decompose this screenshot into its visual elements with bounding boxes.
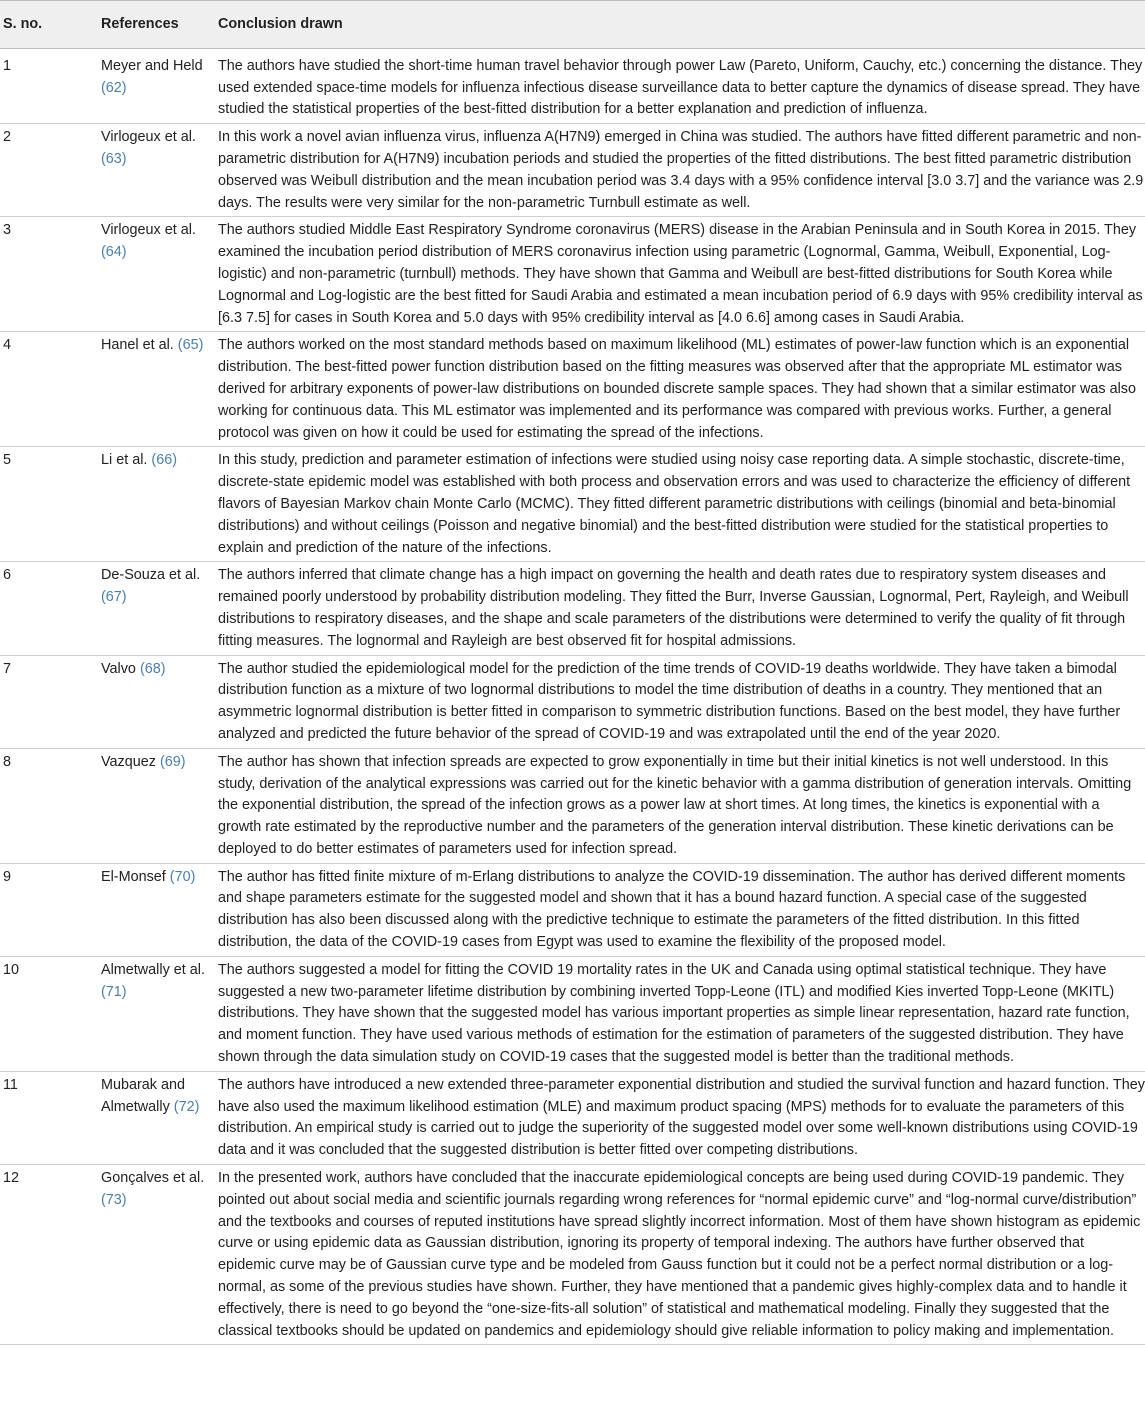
reference-link[interactable]: (63) <box>101 150 127 167</box>
reference-cell <box>98 1165 215 1345</box>
conclusion-cell: The authors have introduced a new extended three-parameter exponential distribution and studied the survival function and hazard function. They have also used the maximum likelihood estimation (MLE) and maximum product spacing (MPS) methods for to evaluate the parameters of this distribution. An empirical study is carried out to judge the superiority of the suggested model over some well-known distributions using COVID-19 data and it was concluded that the suggested distribution is better fitted over competing distributions. <box>215 1071 1145 1164</box>
serial-number-cell: 9 <box>0 863 98 956</box>
table-header <box>0 1 1145 49</box>
reference-cell <box>98 124 215 217</box>
reference-cell <box>98 332 215 447</box>
reference-authors: El-Monsef <box>101 868 166 885</box>
reference-authors: Virlogeux et al. <box>101 129 196 146</box>
conclusion-cell: The author has shown that infection spreads are expected to grow exponentially in time but their initial kinetics is not well understood. In this study, derivation of the analytical expressions was carried out for the kinetic behavior with a gamma distribution of generation intervals. Omitting the exponential distribution, the spread of the infection grows as a power law at short times. At long times, the kinetics is exponential with a growth rate estimated by the reproductive number and the parameters of the generation interval distribution. These kinetic derivations can be deployed to do better estimates of parameters used for infection spread. <box>215 748 1145 863</box>
reference-authors: Mubarak and Almetwally <box>101 1076 185 1115</box>
reference-cell <box>98 562 215 655</box>
serial-number-cell: 5 <box>0 447 98 562</box>
reference-cell <box>98 655 215 748</box>
conclusion-cell: The authors inferred that climate change has a high impact on governing the health and death rates due to respiratory system diseases and remained poorly understood by probability distribution modeling. They fitted the Burr, Inverse Gaussian, Lognormal, Pert, Rayleigh, and Weibull distributions to respiratory diseases, and the shape and scale parameters of the distributions were determined to verify the quality of fit through fitting measures. The lognormal and Rayleigh are best observed fit for hospital admissions. <box>215 562 1145 655</box>
serial-number-cell: 10 <box>0 956 98 1071</box>
reference-link[interactable]: (73) <box>101 1191 127 1208</box>
reference-authors: Valvo <box>101 660 136 677</box>
reference-link[interactable]: (71) <box>101 983 127 1000</box>
table-row <box>0 124 1145 217</box>
reference-cell <box>98 217 215 332</box>
reference-authors: Almetwally et al. <box>101 961 205 978</box>
serial-number-cell: 4 <box>0 332 98 447</box>
conclusion-cell: The authors suggested a model for fitting the COVID 19 mortality rates in the UK and Canada using optimal statistical technique. They have suggested a new two-parameter lifetime distribution by combining inverted Topp-Leone (ITL) and modified Kies inverted Topp-Leone (MKITL) distributions. They have shown that the suggested model has various important properties as simple linear representation, hazard rate function, and moment function. They have used various methods of estimation for the estimation of parameters of the suggested distribution. They have shown through the data simulation study on COVID-19 cases that the suggested model is better than the traditional methods. <box>215 956 1145 1071</box>
reference-cell <box>98 863 215 956</box>
conclusion-cell: In this study, prediction and parameter estimation of infections were studied using noisy case reporting data. A simple stochastic, discrete-time, discrete-state epidemic model was established with both process and observation errors and was used to characterize the efficiency of different flavors of Bayesian Markov chain Monte Carlo (MCMC). They fitted different parametric distributions with ceilings (binomial and beta-binomial distributions) and without ceilings (Poisson and negative binomial) and the best-fitted distribution were studied for the statistical properties to explain and prediction of the nature of the infections. <box>215 447 1145 562</box>
reference-link[interactable]: (67) <box>101 589 127 606</box>
conclusion-cell: The author has fitted finite mixture of m-Erlang distributions to analyze the COVID-19 dissemination. The author has derived different moments and shape parameters estimate for the suggested model and shown that it has a bound hazard function. A special case of the suggested distribution has also been discussed along with the predictive technique to estimate the parameters of the fitted distribution. In this fitted distribution, the data of the COVID-19 cases from Egypt was used to examine the flexibility of the proposed model. <box>215 863 1145 956</box>
conclusion-cell: In the presented work, authors have concluded that the inaccurate epidemiological concepts are being used during COVID-19 pandemic. They pointed out about social media and scientific journals regarding wrong references for “normal epidemic curve” and “log-normal curve/distribution” and the textbooks and courses of reputed institutions have spread slightly incorrect information. Most of them have shown histogram as epidemic curve or using epidemic data as Gaussian distribution, ignoring its property of temporal indexing. The authors have further observed that epidemic curve may be of Gaussian curve type and be modeled from Gauss function but it could not be a perfect normal distribution or a log-normal, as some of the previous studies have shown. Further, they have mentioned that a pandemic gives highly-complex data and to handle it effectively, there is need to go beyond the “one-size-fits-all solution” of statistical and mathematical modeling. Finally they suggested that the classical textbooks should be updated on pandemics and epidemiology should give reliable information to policy making and implementation. <box>215 1165 1145 1345</box>
header-row <box>0 1 1145 49</box>
table-row <box>0 863 1145 956</box>
table-row <box>0 447 1145 562</box>
conclusion-cell: The authors worked on the most standard methods based on maximum likelihood (ML) estimates of power-law function which is an exponential distribution. The best-fitted power function distribution based on the fitting measures was observed after that the appropriate ML estimator was derived for arbitrary exponents of power-law distributions on bounded discrete sample spaces. They had shown that a similar estimator was also working for continuous data. This ML estimator was implemented and its performance was compared with previous works. Further, a general protocol was given on how it could be used for estimating the spread of the infections. <box>215 332 1145 447</box>
reference-authors: De-Souza et al. <box>101 567 201 584</box>
table-row <box>0 562 1145 655</box>
reference-authors: Gonçalves et al. <box>101 1170 205 1187</box>
reference-authors: Meyer and Held <box>101 57 203 74</box>
serial-number-cell: 6 <box>0 562 98 655</box>
conclusion-cell: The authors studied Middle East Respiratory Syndrome coronavirus (MERS) disease in the Arabian Peninsula and in South Korea in 2015. They examined the incubation period distribution of MERS coronavirus infection using parametric (Lognormal, Gamma, Weibull, Exponential, Log-logistic) and non-parametric (turnbull) methods. They have shown that Gamma and Weibull are best-fitted distributions for South Korea while Lognormal and Log-logistic are the best fitted for Saudi Arabia and estimated a mean incubation period of 6.9 days with 95% credibility interval as [6.3 7.5] for cases in South Korea and 5.0 days with 95% credibility interval as [4.0 6.6] among cases in Saudi Arabia. <box>215 217 1145 332</box>
reference-cell <box>98 447 215 562</box>
conclusion-cell: The authors have studied the short-time human travel behavior through power Law (Pareto, Uniform, Cauchy, etc.) concerning the distance. They used extended space-time models for influenza infectious disease surveillance data to better capture the dynamics of disease spread. They have studied the statistical properties of the best-fitted distribution for a better explanation and prediction of influenza. <box>215 48 1145 123</box>
serial-number-cell: 8 <box>0 748 98 863</box>
header-serial-number: S. no. <box>0 1 98 49</box>
reference-link[interactable]: (62) <box>101 79 127 96</box>
header-conclusion: Conclusion drawn <box>215 1 1145 49</box>
serial-number-cell: 7 <box>0 655 98 748</box>
header-references: References <box>98 1 215 49</box>
reference-link[interactable]: (68) <box>139 660 166 677</box>
table-row <box>0 655 1145 748</box>
reference-link[interactable]: (65) <box>177 337 204 354</box>
reference-link[interactable]: (69) <box>159 753 186 770</box>
reference-link[interactable]: (70) <box>169 868 196 885</box>
table-row <box>0 1071 1145 1164</box>
table-row <box>0 956 1145 1071</box>
table-row <box>0 217 1145 332</box>
reference-link[interactable]: (64) <box>101 244 127 261</box>
table-row <box>0 332 1145 447</box>
reference-authors: Vazquez <box>101 753 156 770</box>
table-row <box>0 1165 1145 1345</box>
serial-number-cell: 3 <box>0 217 98 332</box>
table-row <box>0 748 1145 863</box>
reference-cell <box>98 1071 215 1164</box>
serial-number-cell: 2 <box>0 124 98 217</box>
reference-cell <box>98 956 215 1071</box>
serial-number-cell: 1 <box>0 48 98 123</box>
table-body <box>0 48 1145 1345</box>
serial-number-cell: 11 <box>0 1071 98 1164</box>
reference-authors: Hanel et al. <box>101 337 174 354</box>
conclusion-cell: The author studied the epidemiological model for the prediction of the time trends of COVID-19 deaths worldwide. They have taken a bimodal distribution function as a mixture of two lognormal distributions to model the time distribution of deaths in a country. They mentioned that an asymmetric lognormal distribution is better fitted in comparison to symmetric distribution functions. Based on the best model, they have further analyzed and predicted the future behavior of the spread of COVID-19 and was extrapolated until the end of the year 2020. <box>215 655 1145 748</box>
reference-cell <box>98 48 215 123</box>
reference-cell <box>98 748 215 863</box>
reference-link[interactable]: (72) <box>173 1098 200 1115</box>
reference-authors: Virlogeux et al. <box>101 222 196 239</box>
conclusion-cell: In this work a novel avian influenza virus, influenza A(H7N9) emerged in China was studied. The authors have fitted different parametric and non-parametric distribution for A(H7N9) incubation periods and studied the properties of the fitted distributions. The best fitted parametric distribution observed was Weibull distribution and the mean incubation period was 3.4 days with a 95% confidence interval [3.0 3.7] and the variance was 2.9 days. The results were very similar for the non-parametric Turnbull estimate as well. <box>215 124 1145 217</box>
reference-link[interactable]: (66) <box>151 452 177 469</box>
serial-number-cell: 12 <box>0 1165 98 1345</box>
table-row <box>0 48 1145 123</box>
reference-authors: Li et al. <box>101 452 148 469</box>
